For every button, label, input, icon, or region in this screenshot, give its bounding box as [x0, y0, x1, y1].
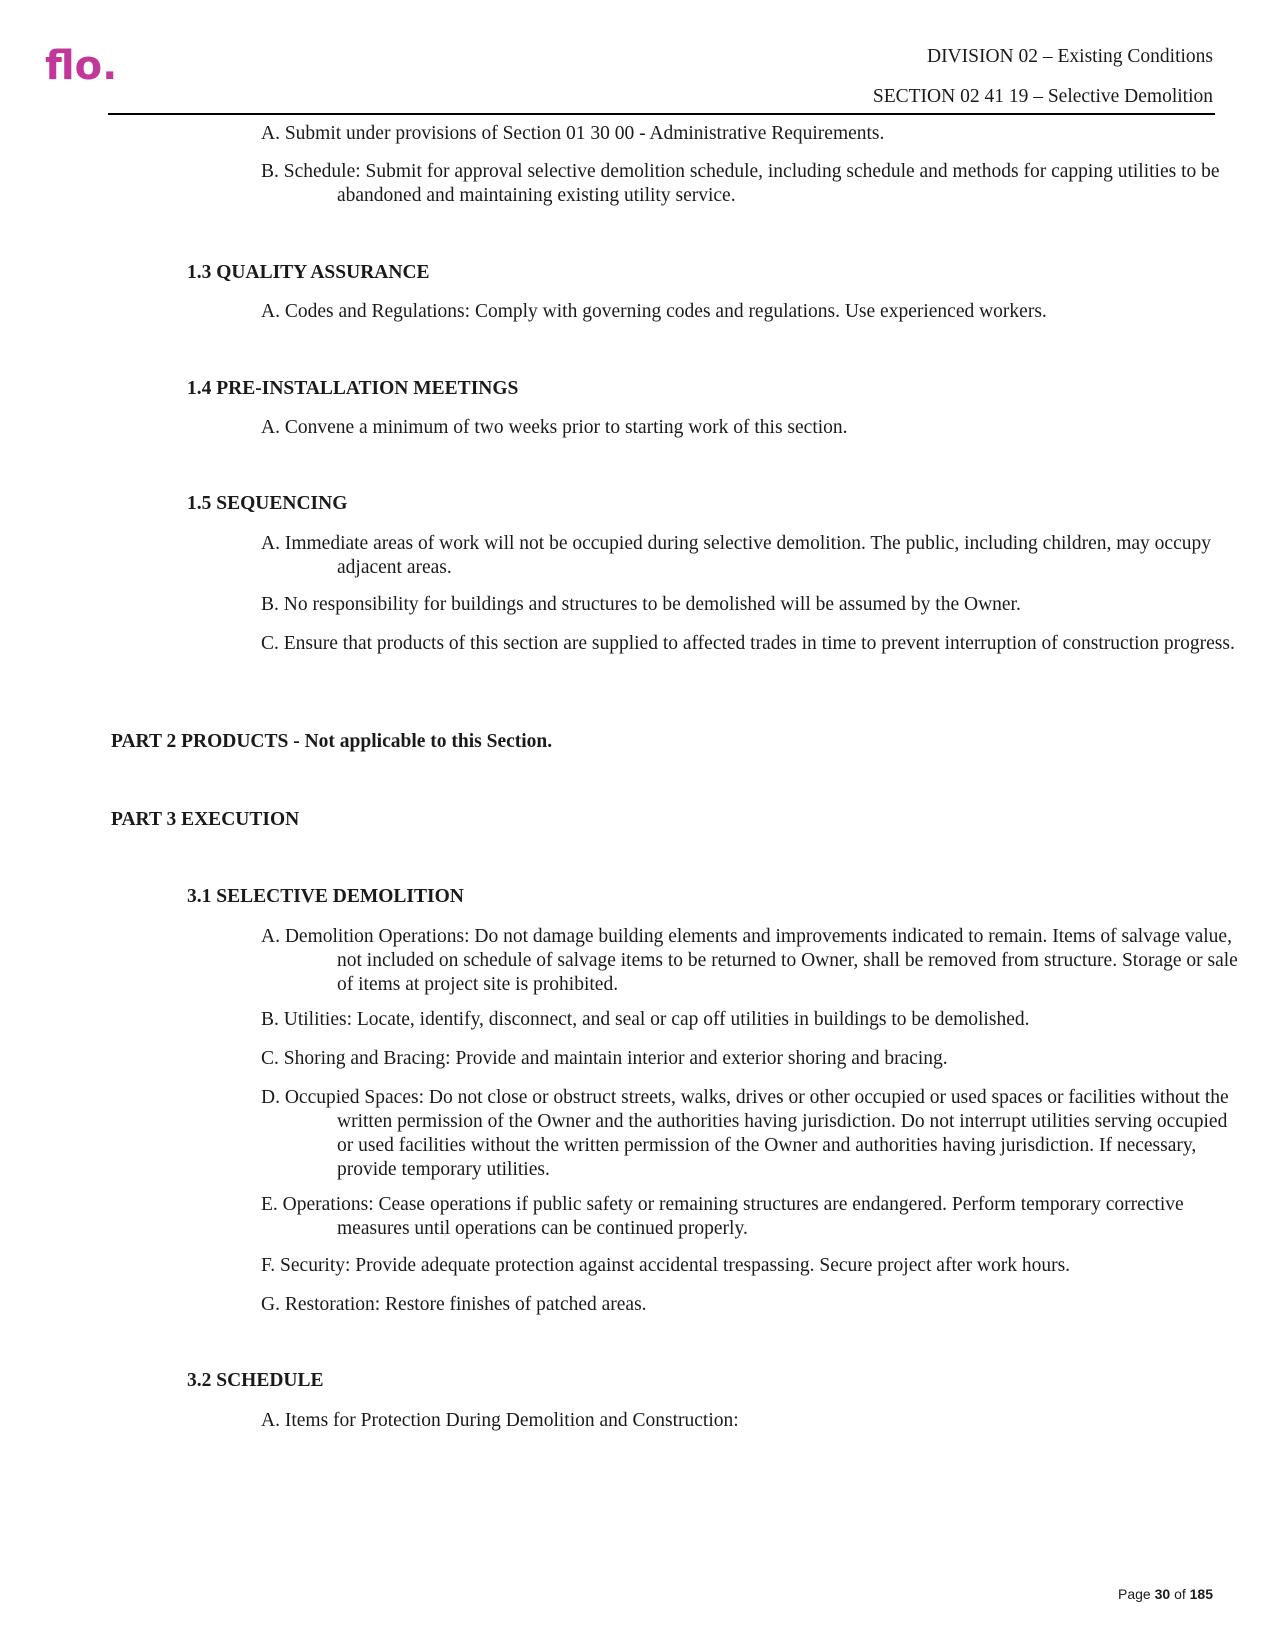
list-item: A. Codes and Regulations: Comply with governing codes and regulations. Use experienced workers.: [261, 301, 1047, 322]
list-item: A. Submit under provisions of Section 01 30 00 - Administrative Requirements.: [261, 123, 885, 144]
page-prefix: Page: [1118, 1586, 1151, 1602]
list-item: C. Shoring and Bracing: Provide and maintain interior and exterior shoring and bracing.: [261, 1048, 948, 1069]
list-item: A. Immediate areas of work will not be occupied during selective demolition. The public, including children, may occupy adjacent areas.: [261, 533, 1211, 578]
page-number: [1118, 1586, 1213, 1602]
current-page: 30: [1154, 1586, 1171, 1602]
list-item: B. Schedule: Submit for approval selective demolition schedule, including schedule and methods for capping utilities to be abandoned and maintaining existing utility service.: [261, 161, 1220, 206]
list-item: C. Ensure that products of this section are supplied to affected trades in time to prevent interruption of construction progress.: [261, 633, 1235, 654]
list-item: G. Restoration: Restore finishes of patched areas.: [261, 1294, 647, 1315]
list-item: F. Security: Provide adequate protection against accidental trespassing. Secure project after work hours.: [261, 1255, 1071, 1276]
page-of: of: [1174, 1586, 1186, 1602]
section-heading-3-2: 3.2 SCHEDULE: [187, 1370, 324, 1391]
list-item: B. No responsibility for buildings and structures to be demolished will be assumed by the Owner.: [261, 594, 1021, 615]
flo-logo: [45, 46, 145, 86]
section-heading-1-5: 1.5 SEQUENCING: [187, 493, 348, 514]
section-heading-1-4: 1.4 PRE-INSTALLATION MEETINGS: [187, 378, 519, 399]
header-rule: [108, 113, 1215, 115]
part-2-heading: PART 2 PRODUCTS - Not applicable to this Section.: [111, 731, 553, 752]
part-3-heading: PART 3 EXECUTION: [111, 809, 300, 830]
list-item: B. Utilities: Locate, identify, disconnect, and seal or cap off utilities in buildings to be demolished.: [261, 1009, 1030, 1030]
section-heading-1-3: 1.3 QUALITY ASSURANCE: [187, 262, 430, 283]
list-item: E. Operations: Cease operations if public safety or remaining structures are endangered. Perform temporary corrective measures until operations can be continued properly.: [261, 1194, 1184, 1239]
list-item: A. Demolition Operations: Do not damage building elements and improvements indicated to remain. Items of salvage value, not included on schedule of salvage items to be returned to Owner, shall be removed from structure. Storage or sale of items at project site is prohibited.: [261, 926, 1238, 995]
list-item: A. Convene a minimum of two weeks prior to starting work of this section.: [261, 417, 848, 438]
section-heading-3-1: 3.1 SELECTIVE DEMOLITION: [187, 886, 464, 907]
section-title: SECTION 02 41 19 – Selective Demolition: [872, 86, 1213, 107]
list-item: D. Occupied Spaces: Do not close or obstruct streets, walks, drives or other occupied or used spaces or facilities without the written permission of the Owner and the authorities having jurisdiction. Do not interrupt utilities serving occupied or used facilities without the written permission of the Owner and authorities having jurisdiction. If necessary, provide temporary utilities.: [261, 1087, 1229, 1180]
list-item: A. Items for Protection During Demolition and Construction:: [261, 1410, 739, 1431]
division-title: DIVISION 02 – Existing Conditions: [926, 46, 1213, 67]
total-pages: 185: [1189, 1586, 1213, 1602]
logo-text: flo.: [45, 46, 118, 86]
